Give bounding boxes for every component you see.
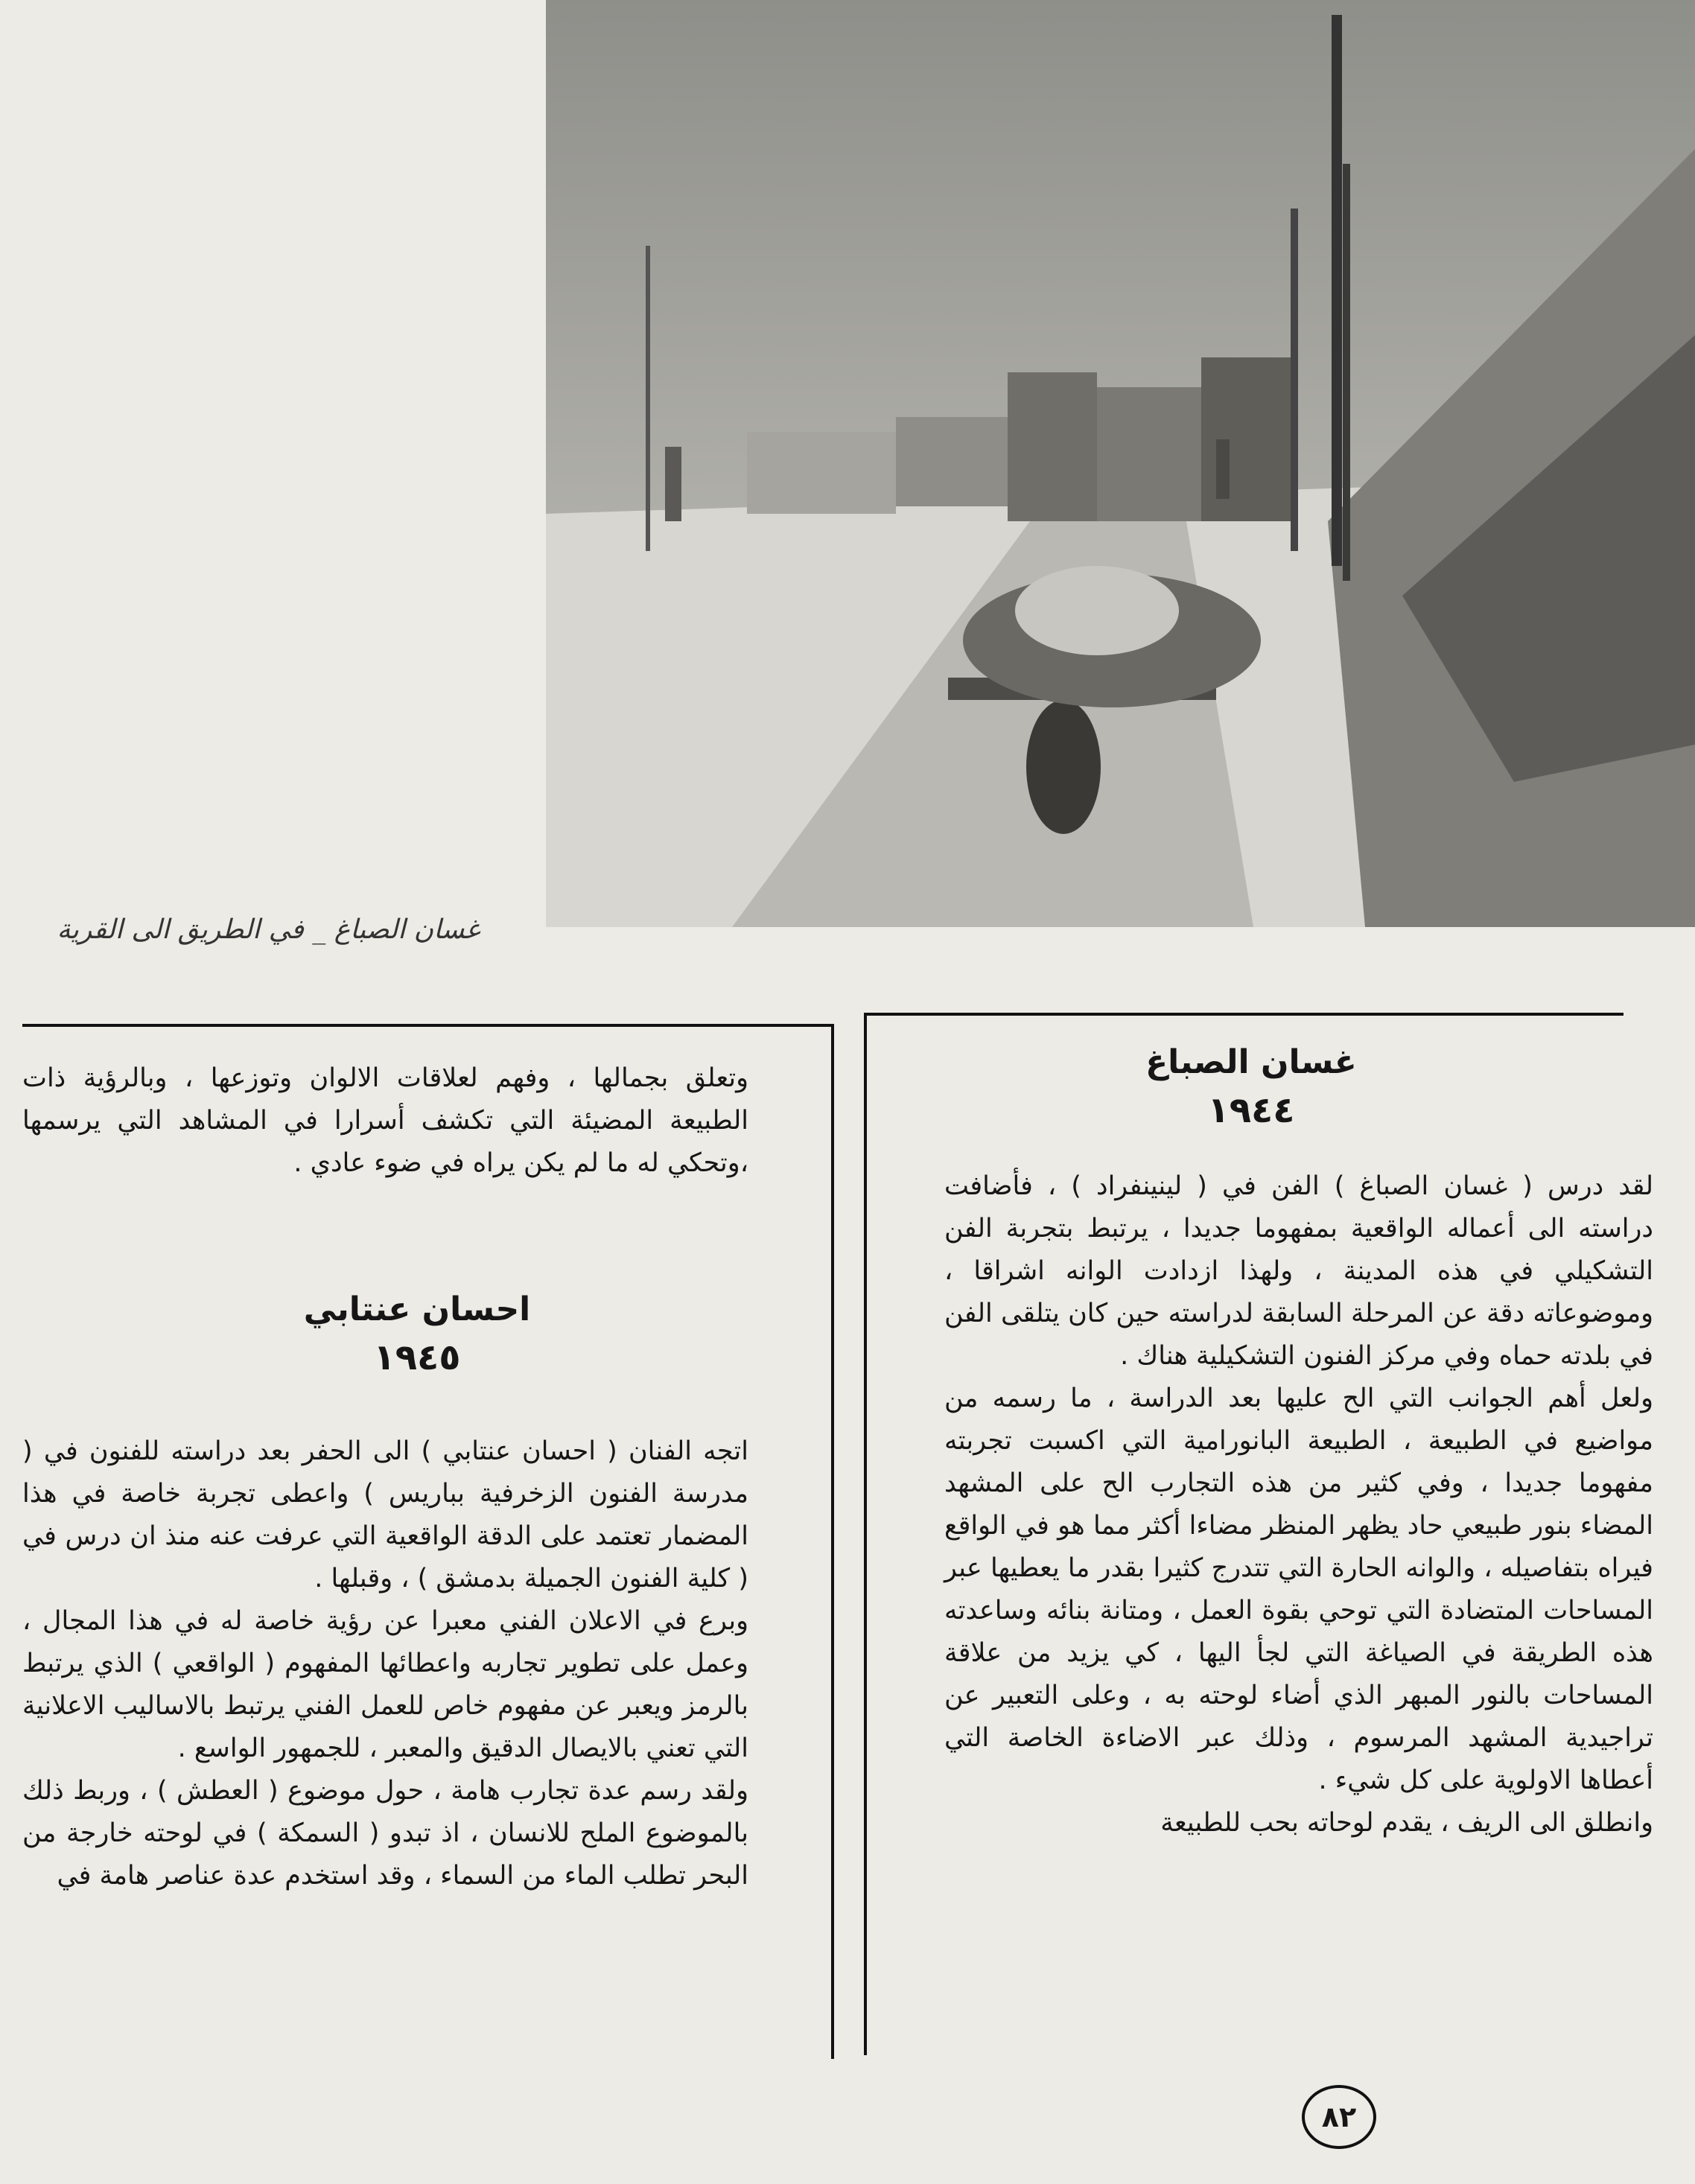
artist-name: احسان عنتابي	[303, 1290, 531, 1328]
artist-name: غسان الصباغ	[1145, 1043, 1357, 1081]
paragraph: ولعل أهم الجوانب التي الح عليها بعد الدراسة ، ما رسمه من مواضيع في الطبيعة ، الطبيعة البانورامية التي اكسبت تجربته مفهوما جديدا ، وفي كثير من هذه التجارب الح على المشهد المضاء بنور طبيعي حاد يظهر المنظر مضاءا أكثر مما هو في الواقع فيراه بتفاصيله ، والوانه الحارة التي تتدرج كثيرا بقدر ما يعطيها عبر المساحات المتضادة التي توحي بقوة العمل ، ومتانة بنائه وساعدته هذه الطريقة في الصياغة التي لجأ اليها ، كي يزيد من علاقة المساحات بالنور المبهر الذي أضاء لوحته به ، وعلى التعبير عن تراجيدية المشهد المرسوم ، وذلك عبر الاضاءة الخاصة التي أعطاها الاولوية على كل شيء .	[944, 1384, 1653, 1795]
right-frame-left	[864, 1013, 867, 2055]
paragraph: وانطلق الى الريف ، يقدم لوحاته بحب للطبيعة	[1160, 1808, 1653, 1838]
painting-image	[546, 0, 1695, 927]
article-ghassan-text	[944, 1165, 1653, 1844]
left-frame-right	[831, 1024, 834, 2059]
article-ehsan-text	[22, 1430, 748, 1897]
paragraph: لقد درس ( غسان الصباغ ) الفن في ( لينينفراد ) ، فأضافت دراسته الى أعماله الواقعية بمفهوما جديدا ، يرتبط بتجربة الفن التشكيلي في هذه المدينة ، ولهذا ازدادت الوانه اشراقا ، وموضوعاته دقة عن المرحلة السابقة لدراسته حين كان يتلقى الفن في بلدته حماه وفي مركز الفنون التشكيلية هناك .	[944, 1171, 1653, 1371]
paragraph: اتجه الفنان ( احسان عنتابي ) الى الحفر بعد دراسته للفنون في ( مدرسة الفنون الزخرفية بباريس ) واعطى تجربة خاصة في هذا المضمار تعتمد على الدقة الواقعية التي عرفت عنه منذ ان درس في ( كلية الفنون الجميلة بدمشق ) ، وقبلها .	[22, 1436, 748, 1594]
artist-year: ١٩٤٥	[373, 1337, 461, 1378]
paragraph: وتعلق بجمالها ، وفهم لعلاقات الالوان وتوزعها ، وبالرؤية ذات الطبيعة المضيئة التي تكشف أسرارا في المشاهد التي يرسمها ،وتحكي له ما لم يكن يراه في ضوء عادي .	[22, 1063, 748, 1178]
heading-ehsan	[82, 1286, 752, 1381]
paragraph: ولقد رسم عدة تجارب هامة ، حول موضوع ( العطش ) ، وربط ذلك بالموضوع الملح للانسان ، اذ تبدو ( السمكة ) في لوحته خارجة من البحر تطلب الماء من السماء ، وقد استخدم عدة عناصر هامة في	[22, 1776, 748, 1891]
left-frame-top	[22, 1024, 834, 1027]
painting-caption: غسان الصباغ _ في الطريق الى القرية	[57, 914, 480, 945]
right-frame-top	[864, 1013, 1624, 1016]
heading-ghassan	[916, 1039, 1586, 1134]
paragraph: وبرع في الاعلان الفني معبرا عن رؤية خاصة له في هذا المجال ، وعمل على تطوير تجاربه واعطائها المفهوم ( الواقعي ) الذي يرتبط بالرمز ويعبر عن مفهوم خاص للعمل الفني يرتبط بالاساليب الاعلانية التي تعني بالايصال الدقيق والمعبر ، للجمهور الواسع .	[22, 1606, 748, 1763]
page-number: ٨٢	[1302, 2085, 1376, 2149]
artist-year: ١٩٤٤	[1207, 1089, 1295, 1131]
article-continuation-text	[22, 1057, 748, 1185]
